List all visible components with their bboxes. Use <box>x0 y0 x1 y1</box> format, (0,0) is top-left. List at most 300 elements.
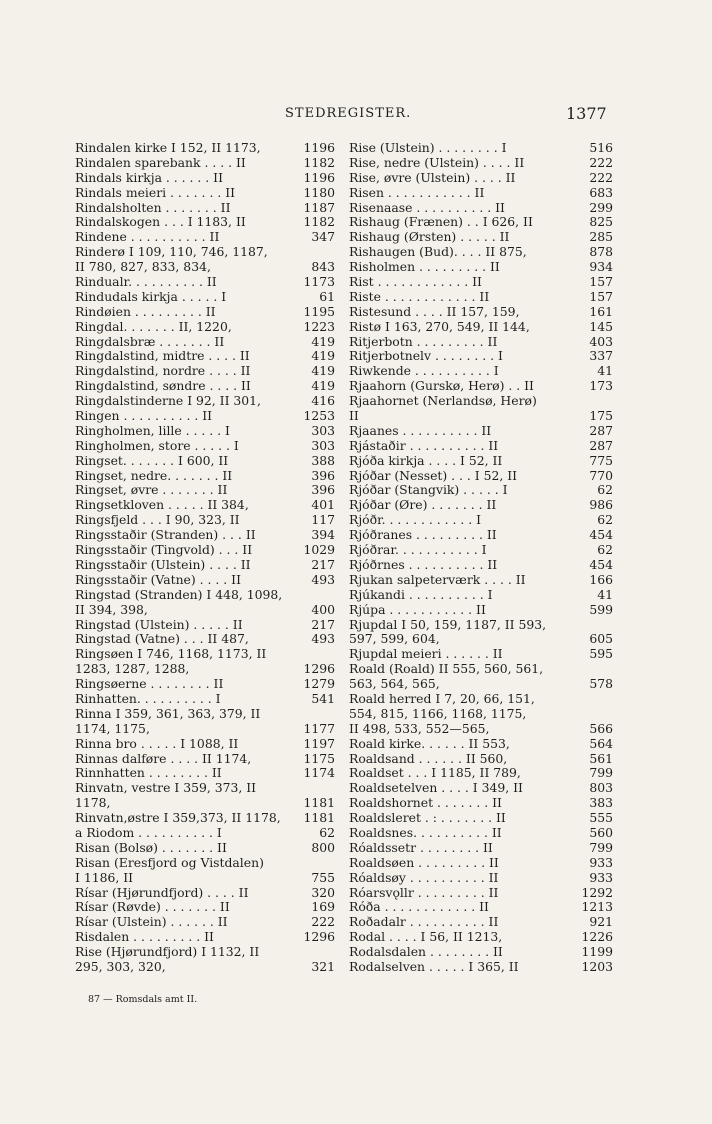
entry-page: 388 <box>311 452 335 468</box>
entry-page: 419 <box>311 378 335 394</box>
index-entry <box>349 618 613 633</box>
entry-page: 287 <box>589 422 613 438</box>
index-entry <box>75 275 335 290</box>
entry-text: Rjupdal meieri . . . . . . II <box>349 647 503 662</box>
index-entry <box>349 335 613 350</box>
entry-text: Ringset. . . . . . . I 600, II <box>75 453 229 468</box>
entry-page: 1197 <box>303 735 335 751</box>
entry-page: 1187 <box>303 199 335 215</box>
entry-text: Rjúkandi . . . . . . . . . . I <box>349 587 493 602</box>
entry-page: 320 <box>311 884 335 900</box>
page-number: 1377 <box>566 104 607 123</box>
index-entry <box>349 692 613 707</box>
entry-text: Ringsstaðir (Stranden) . . . II <box>75 528 256 543</box>
entry-page: 1175 <box>303 750 335 766</box>
entry-page: 217 <box>311 616 335 632</box>
entry-page: 564 <box>589 735 613 751</box>
page-title: STEDREGISTER. <box>285 106 412 121</box>
entry-text: Rise, øvre (Ulstein) . . . . II <box>349 170 516 185</box>
entry-text: Risdalen . . . . . . . . . II <box>75 930 214 945</box>
entry-text: Rinderø I 109, 110, 746, 1187, <box>75 245 268 260</box>
index-entry <box>75 826 335 841</box>
entry-text: Rjupdal I 50, 159, 1187, II 593, <box>349 617 547 632</box>
entry-text: Rísar (Hjørundfjord) . . . . II <box>75 885 249 900</box>
entry-page: 1174 <box>303 765 335 781</box>
entry-text: Rinnas dalføre . . . . II 1174, <box>75 751 252 766</box>
entry-text: II <box>349 409 359 424</box>
entry-page: 800 <box>311 839 335 855</box>
index-entry <box>75 201 335 216</box>
entry-page: 755 <box>311 869 335 885</box>
entry-page: 61 <box>319 288 335 304</box>
index-entry <box>75 707 335 722</box>
index-entry <box>349 379 613 394</box>
entry-page <box>573 618 613 633</box>
index-entry <box>349 320 613 335</box>
index-entry <box>349 186 613 201</box>
entry-page: 986 <box>589 497 613 513</box>
entry-text: Roaldsnes. . . . . . . . . . II <box>349 825 502 840</box>
entry-page: 843 <box>311 259 335 275</box>
index-entry <box>349 900 613 915</box>
entry-text: Roaldsøen . . . . . . . . . II <box>349 855 499 870</box>
entry-page <box>295 945 335 960</box>
entry-page: 1292 <box>581 884 613 900</box>
index-entry <box>349 573 613 588</box>
left-index-column <box>75 141 335 975</box>
entry-page: 454 <box>589 556 613 572</box>
entry-page <box>295 781 335 796</box>
entry-page: 396 <box>311 482 335 498</box>
index-entry <box>75 781 335 796</box>
entry-page: 321 <box>311 958 335 974</box>
index-entry <box>75 677 335 692</box>
entry-page: 117 <box>311 512 335 528</box>
index-entry <box>349 915 613 930</box>
index-entry <box>75 737 335 752</box>
entry-page: 41 <box>597 363 613 379</box>
index-entry <box>75 632 335 647</box>
entry-text: Ritjerbotn . . . . . . . . . II <box>349 334 498 349</box>
entry-page: 1253 <box>303 408 335 424</box>
entry-page: 1182 <box>303 154 335 170</box>
entry-page: 1181 <box>303 795 335 811</box>
entry-page: 878 <box>589 244 613 260</box>
entry-page: 217 <box>311 556 335 572</box>
entry-text: Rjaahornet (Nerlandsø, Herø) <box>349 394 537 409</box>
index-entry <box>349 781 613 796</box>
entry-text: Rindalen kirke I 152, II 1173, <box>75 141 261 155</box>
index-entry <box>349 558 613 573</box>
entry-text: Risan (Bolsø) . . . . . . . II <box>75 840 227 855</box>
entry-text: Roaldset . . . I 1185, II 789, <box>349 766 521 781</box>
entry-page: 161 <box>589 303 613 319</box>
index-entry <box>75 722 335 737</box>
entry-text: Risholmen . . . . . . . . . II <box>349 260 500 275</box>
index-entry <box>349 722 613 737</box>
entry-page: 303 <box>311 422 335 438</box>
index-entry <box>75 230 335 245</box>
entry-text: Rindalskogen . . . I 1183, II <box>75 215 246 230</box>
entry-text: Róaldsøy . . . . . . . . . . II <box>349 870 499 885</box>
index-entry <box>349 632 613 647</box>
entry-text: 563, 564, 565, <box>349 677 440 692</box>
entry-text: Róaldssetr . . . . . . . . II <box>349 840 493 855</box>
entry-text: 1178, <box>75 796 111 811</box>
index-entry <box>349 215 613 230</box>
entry-page: 145 <box>589 318 613 334</box>
index-entry <box>75 469 335 484</box>
index-entry <box>349 454 613 469</box>
entry-text: Rjóðar (Stangvik) . . . . . I <box>349 483 508 498</box>
entry-page: 400 <box>311 601 335 617</box>
entry-text: Ringset, øvre . . . . . . . II <box>75 483 228 498</box>
index-entry <box>75 766 335 781</box>
index-entry <box>75 960 335 975</box>
entry-page: 222 <box>311 914 335 930</box>
index-entry <box>75 900 335 915</box>
entry-page: 383 <box>589 795 613 811</box>
entry-page <box>573 662 613 677</box>
index-entry <box>349 752 613 767</box>
index-entry <box>75 573 335 588</box>
entry-page: 1182 <box>303 214 335 230</box>
entry-page: 803 <box>589 780 613 796</box>
index-entry <box>349 156 613 171</box>
entry-page <box>295 707 335 722</box>
index-entry <box>349 886 613 901</box>
index-entry <box>349 513 613 528</box>
entry-text: Ringdalstind, midtre . . . . II <box>75 349 250 364</box>
entry-page: 419 <box>311 348 335 364</box>
entry-page <box>573 692 613 707</box>
entry-page: 1199 <box>581 944 613 960</box>
entry-text: Risan (Eresfjord og Vistdalen) <box>75 855 264 870</box>
entry-page: 401 <box>311 497 335 513</box>
entry-page: 1296 <box>303 661 335 677</box>
index-entry <box>349 841 613 856</box>
index-entry <box>349 543 613 558</box>
entry-page: 419 <box>311 333 335 349</box>
index-entry <box>75 409 335 424</box>
entry-page: 1196 <box>303 140 335 155</box>
entry-text: II 780, 827, 833, 834, <box>75 260 211 275</box>
entry-text: Rjaanes . . . . . . . . . . II <box>349 423 492 438</box>
entry-page <box>295 647 335 662</box>
entry-page <box>295 245 335 260</box>
entry-page: 41 <box>597 586 613 602</box>
entry-text: Ringdal. . . . . . . II, 1220, <box>75 319 232 334</box>
index-entry <box>75 558 335 573</box>
entry-page: 175 <box>589 408 613 424</box>
entry-page: 566 <box>589 720 613 736</box>
entry-page: 578 <box>589 676 613 692</box>
entry-page: 299 <box>589 199 613 215</box>
index-entry <box>75 930 335 945</box>
entry-text: Roaldsleret . : . . . . . . . II <box>349 811 506 826</box>
entry-text: Ringdalsbræ . . . . . . . II <box>75 334 225 349</box>
index-entry <box>349 677 613 692</box>
index-entry <box>349 349 613 364</box>
index-entry <box>75 618 335 633</box>
entry-page: 555 <box>589 810 613 826</box>
entry-text: Rise (Ulstein) . . . . . . . . I <box>349 141 507 155</box>
index-entry <box>349 483 613 498</box>
entry-page: 157 <box>589 274 613 290</box>
entry-page: 799 <box>589 839 613 855</box>
entry-text: Rindalen sparebank . . . . II <box>75 155 246 170</box>
index-entry <box>75 886 335 901</box>
index-entry <box>75 335 335 350</box>
entry-page: 933 <box>589 854 613 870</box>
entry-text: Ringholmen, lille . . . . . I <box>75 423 230 438</box>
entry-page: 516 <box>589 140 613 155</box>
entry-text: Rinna bro . . . . . I 1088, II <box>75 736 239 751</box>
index-entry <box>349 796 613 811</box>
entry-text: Rindualr. . . . . . . . . . II <box>75 275 217 290</box>
entry-page: 62 <box>319 824 335 840</box>
entry-text: Rinnhatten . . . . . . . . II <box>75 766 222 781</box>
entry-page: 1181 <box>303 810 335 826</box>
entry-page: 222 <box>589 169 613 185</box>
entry-page: 416 <box>311 393 335 409</box>
index-entry <box>349 811 613 826</box>
index-entry <box>75 439 335 454</box>
index-entry <box>349 737 613 752</box>
index-entry <box>349 498 613 513</box>
entry-text: II 498, 533, 552—565, <box>349 721 490 736</box>
index-entry <box>75 379 335 394</box>
entry-page: 1213 <box>581 899 613 915</box>
entry-text: 554, 815, 1166, 1168, 1175, <box>349 706 527 721</box>
index-entry <box>349 394 613 409</box>
index-entry <box>75 454 335 469</box>
entry-text: Rindals meieri . . . . . . . II <box>75 185 235 200</box>
index-entry <box>349 305 613 320</box>
entry-page: 1203 <box>581 958 613 974</box>
index-entry <box>75 543 335 558</box>
entry-text: Rishaug (Ørsten) . . . . . II <box>349 230 510 245</box>
index-entry <box>349 856 613 871</box>
index-entry <box>75 692 335 707</box>
entry-text: Ringsetkloven . . . . . II 384, <box>75 498 249 513</box>
entry-text: Rjóðrar. . . . . . . . . . . I <box>349 543 487 558</box>
entry-text: Rjóða kirkja . . . . I 52, II <box>349 453 503 468</box>
entry-text: Rinvatn, vestre I 359, 373, II <box>75 781 257 796</box>
entry-page: 921 <box>589 914 613 930</box>
entry-page: 934 <box>589 259 613 275</box>
entry-text: Ringstad (Vatne) . . . II 487, <box>75 632 249 647</box>
entry-text: Rjóðar (Nesset) . . . I 52, II <box>349 468 518 483</box>
entry-text: I 1186, II <box>75 870 134 885</box>
index-entry <box>349 439 613 454</box>
entry-page: 454 <box>589 527 613 543</box>
entry-page: 419 <box>311 363 335 379</box>
entry-page: 683 <box>589 184 613 200</box>
index-entry <box>75 349 335 364</box>
index-entry <box>349 141 613 156</box>
entry-text: Rísar (Ulstein) . . . . . . II <box>75 915 228 930</box>
entry-page: 605 <box>589 631 613 647</box>
entry-text: Rise (Hjørundfjord) I 1132, II <box>75 945 260 960</box>
entry-text: Rinhatten. . . . . . . . . . I <box>75 691 221 706</box>
entry-page: 1195 <box>303 303 335 319</box>
entry-text: Rjóðr. . . . . . . . . . . . I <box>349 513 482 528</box>
entry-page: 1196 <box>303 169 335 185</box>
right-index-column <box>349 141 613 975</box>
entry-text: Rodal . . . . I 56, II 1213, <box>349 930 503 945</box>
index-entry <box>349 588 613 603</box>
entry-text: Rjóðrnes . . . . . . . . . . II <box>349 557 498 572</box>
entry-page: 933 <box>589 869 613 885</box>
entry-page: 560 <box>589 824 613 840</box>
index-entry <box>349 945 613 960</box>
entry-text: Risen . . . . . . . . . . . II <box>349 185 485 200</box>
entry-text: Roðadalr . . . . . . . . . . II <box>349 915 499 930</box>
index-entry <box>349 960 613 975</box>
entry-text: Rinna I 359, 361, 363, 379, II <box>75 706 261 721</box>
index-entry <box>349 826 613 841</box>
entry-text: Ringdalstinderne I 92, II 301, <box>75 394 261 409</box>
entry-text: Roald kirke. . . . . . II 553, <box>349 736 510 751</box>
entry-page: 1226 <box>581 929 613 945</box>
entry-page: 62 <box>597 542 613 558</box>
index-entry <box>349 364 613 379</box>
entry-text: Rinvatn,østre I 359,373, II 1178, <box>75 811 281 826</box>
entry-text: a Riodom . . . . . . . . . . I <box>75 825 222 840</box>
entry-page: 169 <box>311 899 335 915</box>
entry-page: 62 <box>597 512 613 528</box>
entry-text: Ringsstaðir (Tingvold) . . . II <box>75 543 253 558</box>
entry-text: Ringdalstind, nordre . . . . II <box>75 364 251 379</box>
index-entry <box>75 424 335 439</box>
entry-page: 1029 <box>303 542 335 558</box>
index-entry <box>75 588 335 603</box>
index-entry <box>349 245 613 260</box>
entry-text: Rjóðar (Øre) . . . . . . . II <box>349 498 497 513</box>
entry-page: 1279 <box>303 676 335 692</box>
index-entry <box>349 603 613 618</box>
entry-page: 166 <box>589 571 613 587</box>
entry-text: Rjástaðir . . . . . . . . . . II <box>349 438 499 453</box>
entry-text: Ringsøerne . . . . . . . . II <box>75 677 224 692</box>
entry-text: Ringen . . . . . . . . . . II <box>75 409 213 424</box>
index-entry <box>349 290 613 305</box>
index-entry <box>75 260 335 275</box>
entry-page: 403 <box>589 333 613 349</box>
entry-text: Rjukan salpeterværk . . . . II <box>349 572 526 587</box>
entry-page: 1223 <box>303 318 335 334</box>
entry-text: Ringsøen I 746, 1168, 1173, II <box>75 647 267 662</box>
index-entry <box>75 483 335 498</box>
entry-page: 825 <box>589 214 613 230</box>
entry-text: Ringset, nedre. . . . . . . II <box>75 468 233 483</box>
entry-text: Rise, nedre (Ulstein) . . . . II <box>349 155 525 170</box>
entry-text: Roaldshornet . . . . . . . II <box>349 796 502 811</box>
entry-text: Róða . . . . . . . . . . . . II <box>349 900 489 915</box>
entry-page: 337 <box>589 348 613 364</box>
index-entry <box>349 424 613 439</box>
index-entry <box>75 290 335 305</box>
entry-text: Rindalsholten . . . . . . . II <box>75 200 231 215</box>
entry-text: Ristø I 163, 270, 549, II 144, <box>349 319 530 334</box>
entry-text: Rishaug (Frænen) . . I 626, II <box>349 215 533 230</box>
index-entry <box>75 305 335 320</box>
entry-text: Roald (Roald) II 555, 560, 561, <box>349 662 544 677</box>
entry-text: Rindøien . . . . . . . . . II <box>75 304 216 319</box>
entry-page <box>295 588 335 603</box>
index-entry <box>75 603 335 618</box>
entry-page: 285 <box>589 229 613 245</box>
entry-page: 347 <box>311 229 335 245</box>
index-entry <box>75 662 335 677</box>
index-entry <box>349 260 613 275</box>
entry-page: 1177 <box>303 720 335 736</box>
entry-page: 287 <box>589 437 613 453</box>
entry-text: Rindals kirkja . . . . . . II <box>75 170 223 185</box>
index-entry <box>75 915 335 930</box>
entry-text: Ringdalstind, søndre . . . . II <box>75 379 251 394</box>
entry-page: 541 <box>311 690 335 706</box>
entry-page <box>295 856 335 871</box>
index-entry <box>75 856 335 871</box>
entry-text: Ringsstaðir (Ulstein) . . . . II <box>75 557 251 572</box>
index-entry <box>75 215 335 230</box>
entry-page: 493 <box>311 631 335 647</box>
entry-text: Rjúpa . . . . . . . . . . . II <box>349 602 486 617</box>
entry-text: Rindene . . . . . . . . . . II <box>75 230 220 245</box>
index-entry <box>75 841 335 856</box>
index-entry <box>349 469 613 484</box>
entry-page: 775 <box>589 452 613 468</box>
index-entry <box>349 871 613 886</box>
index-entry <box>349 528 613 543</box>
entry-text: 295, 303, 320, <box>75 959 166 974</box>
entry-text: Ringsstaðir (Vatne) . . . . II <box>75 572 241 587</box>
index-entry <box>75 364 335 379</box>
index-entry <box>349 201 613 216</box>
index-entry <box>349 647 613 662</box>
entry-page: 493 <box>311 571 335 587</box>
entry-text: Roald herred I 7, 20, 66, 151, <box>349 691 535 706</box>
index-entry <box>75 811 335 826</box>
entry-page: 396 <box>311 467 335 483</box>
entry-page: 770 <box>589 467 613 483</box>
index-entry <box>75 513 335 528</box>
index-entry <box>349 275 613 290</box>
index-entry <box>75 647 335 662</box>
entry-page: 303 <box>311 437 335 453</box>
entry-text: Ringstad (Ulstein) . . . . . II <box>75 617 243 632</box>
entry-text: Rindudals kirkja . . . . . I <box>75 289 227 304</box>
entry-text: Rodalsdalen . . . . . . . . II <box>349 945 503 960</box>
index-entry <box>349 707 613 722</box>
entry-text: Riwkende . . . . . . . . . . I <box>349 364 499 379</box>
entry-text: Ringholmen, store . . . . . I <box>75 438 239 453</box>
index-entry <box>75 498 335 513</box>
index-entry <box>75 141 335 156</box>
entry-page: 222 <box>589 154 613 170</box>
entry-text: Roaldsetelven . . . . I 349, II <box>349 781 523 796</box>
entry-text: Ristesund . . . . II 157, 159, <box>349 304 520 319</box>
entry-page: 157 <box>589 288 613 304</box>
entry-page <box>573 707 613 722</box>
entry-page: 799 <box>589 765 613 781</box>
index-entry <box>75 394 335 409</box>
index-entry <box>75 245 335 260</box>
entry-text: Rodalselven . . . . . I 365, II <box>349 959 519 974</box>
entry-page: 561 <box>589 750 613 766</box>
